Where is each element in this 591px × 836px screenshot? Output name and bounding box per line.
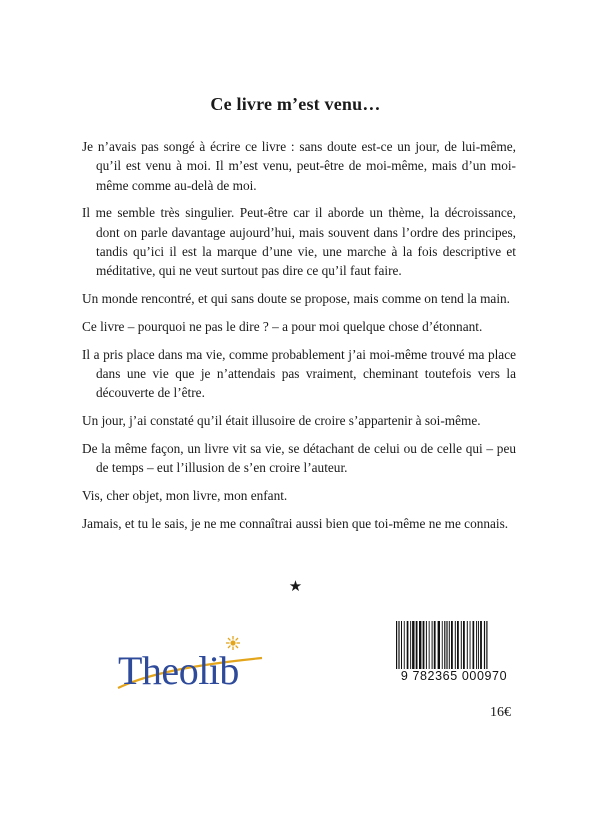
barcode-bar <box>426 621 427 671</box>
barcode-bar <box>419 621 421 671</box>
barcode-bar <box>407 621 409 671</box>
barcode-bar <box>461 621 462 671</box>
paragraph-8: Vis, cher objet, mon livre, mon enfant. <box>82 487 288 503</box>
barcode-bar <box>432 621 433 671</box>
paragraph-2: Il me semble très singulier. Peut-être car il aborde un thème, la décroissance, dont on parle davantage aujourd’hui, mais souvent dans l’ordre des principes, tandis qu’ici il est la marque d’une vie, une marche à la fois descriptive et méditative, qui ne veut surtout pas dire ce qu’il faut faire. <box>82 205 516 279</box>
barcode-bar <box>401 621 402 671</box>
barcode-bar <box>434 621 436 671</box>
barcode-bar <box>478 621 479 671</box>
barcode-bar <box>457 621 459 671</box>
page-title: Ce livre m’est venu… <box>210 94 381 114</box>
barcode-bar <box>451 621 453 671</box>
star-separator-icon: ★ <box>288 579 303 595</box>
barcode-bar <box>480 621 482 671</box>
blurb-text <box>82 137 516 542</box>
paragraph-9: Jamais, et tu le sais, je ne me connaîtrai aussi bien que toi-même ne me connais. <box>82 515 509 531</box>
paragraph-3: Un monde rencontré, et qui sans doute se propose, mais comme on tend la main. <box>82 291 510 307</box>
barcode-bar <box>416 621 418 671</box>
barcode-bar <box>455 621 456 671</box>
barcode-bar <box>423 621 425 671</box>
barcode-bar <box>404 621 405 671</box>
barcode-bar <box>463 621 465 671</box>
barcode-bar <box>410 621 411 671</box>
barcode-bar <box>467 621 468 671</box>
barcode-bar <box>473 621 475 671</box>
paragraph-6: Un jour, j’ai constaté qu’il était illusoire de croire s’appartenir à soi-même. <box>82 413 481 429</box>
publisher-name: Theolib <box>118 648 239 693</box>
publisher-logo <box>112 628 272 698</box>
isbn-digits: 9 782365 000970 <box>393 669 515 683</box>
paragraph-7: De la même façon, un livre vit sa vie, se détachant de celui ou de celle qui – peu de temps – eut l’illusion de s’en croire l’auteur. <box>82 440 516 476</box>
barcode-bar <box>476 621 477 671</box>
paragraph-4: Ce livre – pourquoi ne pas le dire ? – a pour moi quelque chose d’étonnant. <box>82 318 483 334</box>
paragraph-5: Il a pris place dans ma vie, comme probablement j’ai moi-même trouvé ma place dans une vie que je n’attendais pas vraiment, cheminant toutefois vers la découverte de l’être. <box>82 346 516 401</box>
barcode-bar <box>442 621 443 671</box>
paragraph-1: Je n’avais pas songé à écrire ce livre : sans doute est-ce un jour, de lui-même, qu’il est venu à moi. Il m’est venu, peut-être de moi-même, mais d’un moi-même comme au-delà de moi. <box>82 139 516 193</box>
barcode-bar <box>429 621 430 671</box>
barcode-bar <box>438 621 440 671</box>
barcode-bar <box>470 621 471 671</box>
barcode-bar <box>449 621 450 671</box>
barcode-bar <box>412 621 414 671</box>
price-label: 16€ <box>490 705 511 720</box>
